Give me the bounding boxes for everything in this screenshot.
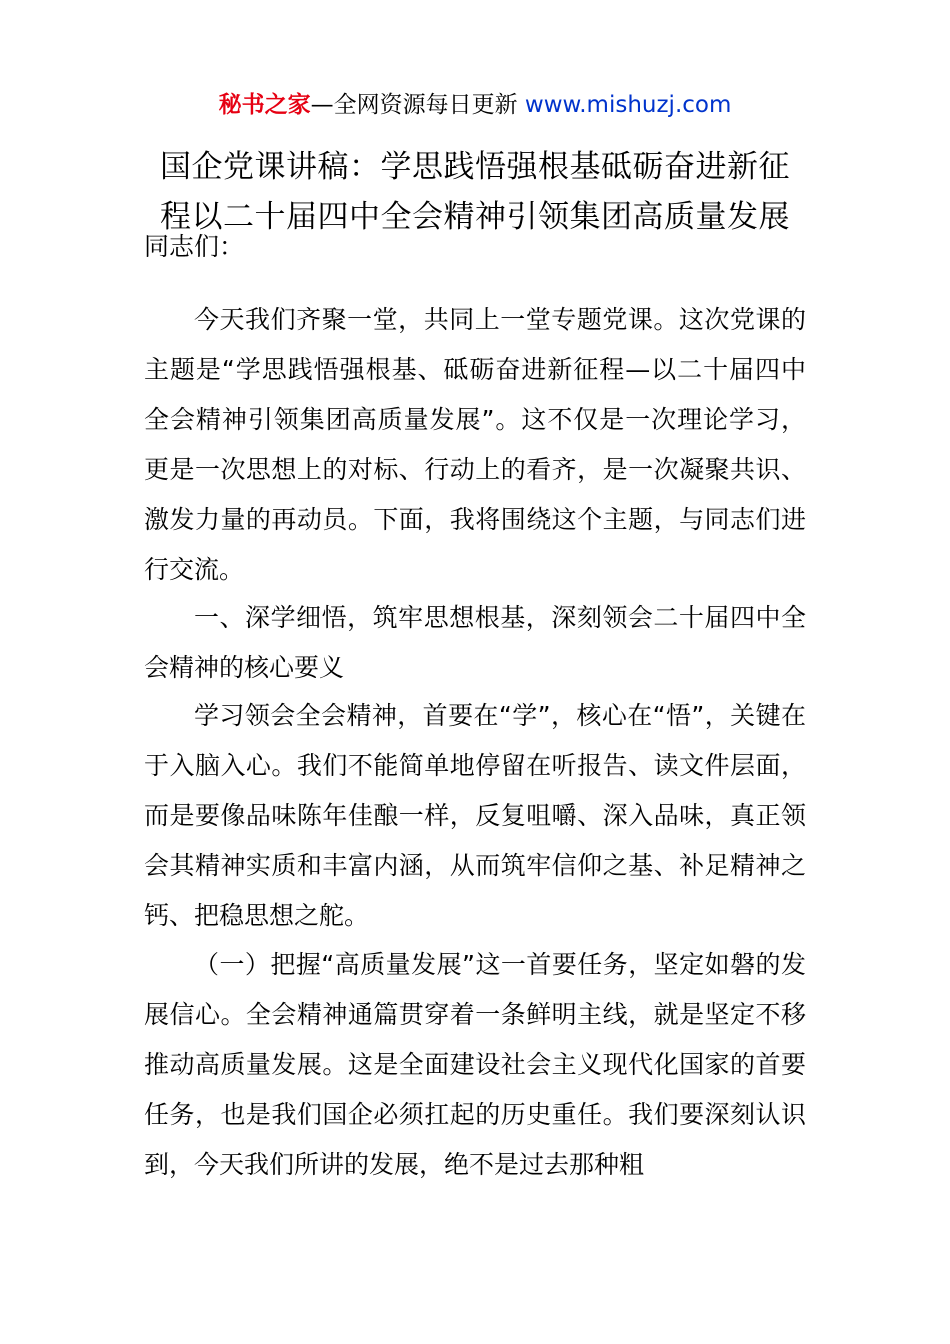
- header-url-link[interactable]: www.mishuzj.com: [524, 92, 732, 118]
- paragraph-section-1: 学习领会全会精神，首要在“学”，核心在“悟”，关键在于入脑入心。我们不能简单地停留在听报告、读文件层面，而是要像品味陈年佳酿一样，反复咀嚼、深入品味，真正领会其精神实质和丰富内涵，从而筑牢信仰之基、补足精神之钙、把稳思想之舵。: [144, 701, 806, 930]
- site-header: [0, 88, 950, 122]
- header-tagline: —全网资源每日更新: [310, 92, 525, 118]
- document-title-line-1: 国企党课讲稿：学思践悟强根基砥砺奋进新征: [160, 149, 790, 185]
- document-title-line-2: 程以二十届四中全会精神引领集团高质量发展: [160, 199, 790, 235]
- header-brand: 秘书之家: [218, 92, 311, 118]
- section-heading-1: 一、深学细悟，筑牢思想根基，深刻领会二十届四中全会精神的核心要义: [144, 603, 806, 682]
- paragraph-intro: 今天我们齐聚一堂，共同上一堂专题党课。这次党课的主题是“学思践悟强根基、砥砺奋进新征程—以二十届四中全会精神引领集团高质量发展”。这不仅是一次理论学习，更是一次思想上的对标、行动上的看齐，是一次凝聚共识、激发力量的再动员。下面，我将围绕这个主题，与同志们进行交流。: [144, 305, 806, 584]
- salutation: 同志们：: [144, 232, 245, 261]
- paragraph-subsection-1: （一）把握“高质量发展”这一首要任务，坚定如磐的发展信心。全会精神通篇贯穿着一条鲜明主线，就是坚定不移推动高质量发展。这是全面建设社会主义现代化国家的首要任务，也是我们国企必须扛起的历史重任。我们要深刻认识到，今天我们所讲的发展，绝不是过去那种粗: [144, 950, 806, 1179]
